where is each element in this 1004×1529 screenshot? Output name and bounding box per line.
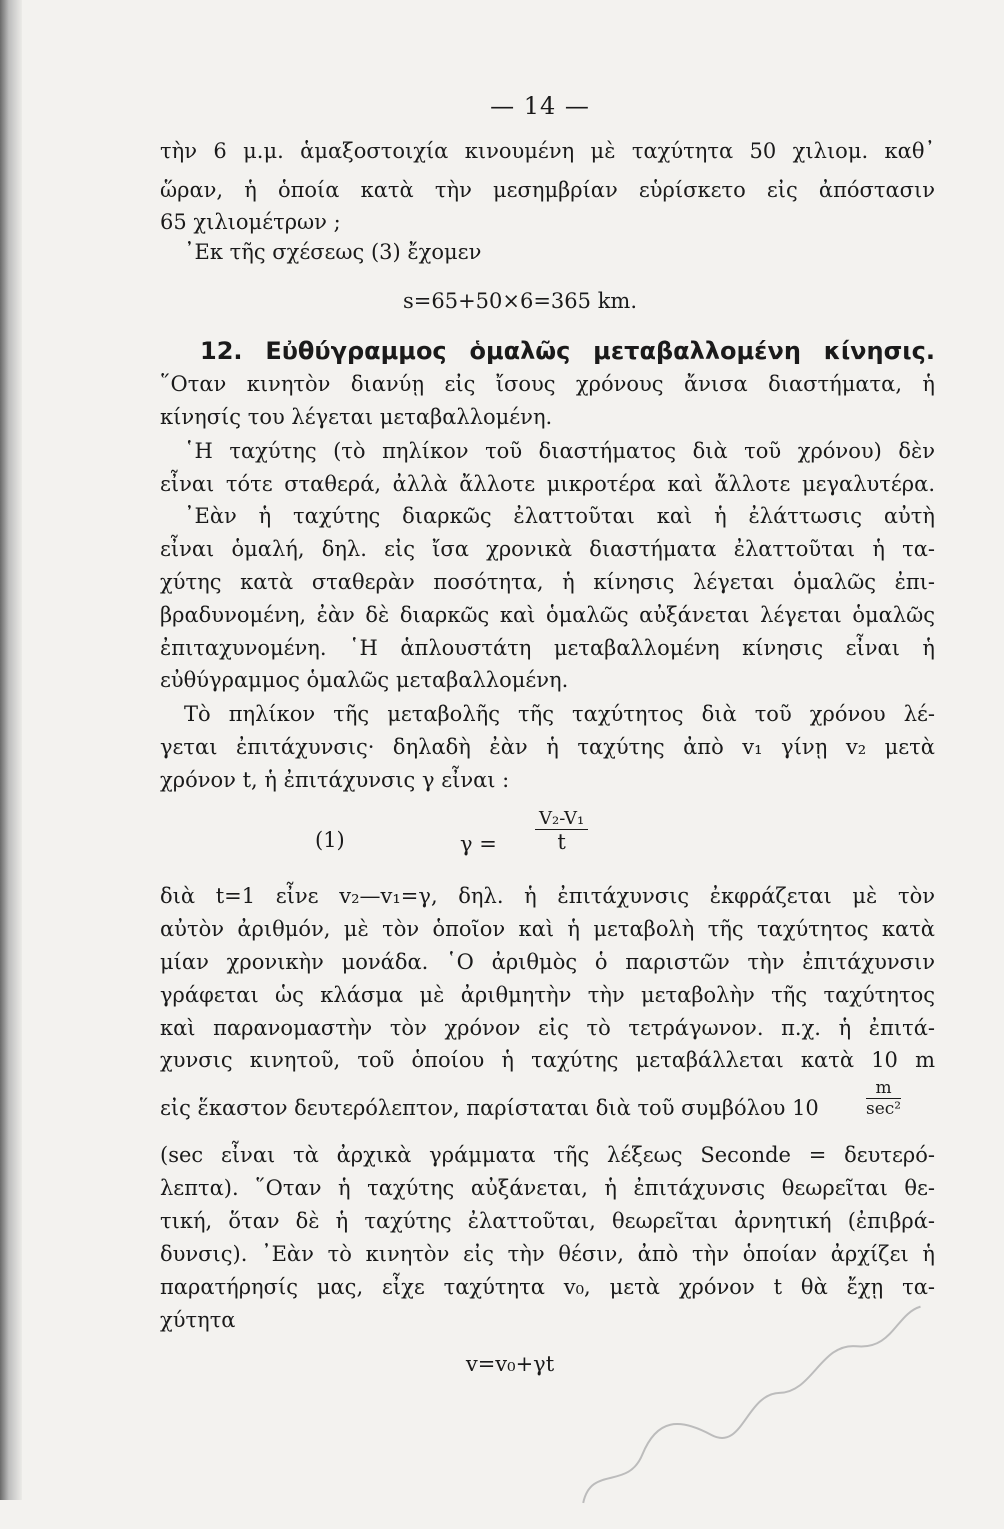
- acceleration-fraction: [535, 808, 588, 854]
- text-line: ῞Οταν κινητὸν διανύῃ εἰς ἴσους χρόνους ἄνισα διαστήματα, ἡ: [160, 372, 935, 396]
- text-line: λεπτα). ῞Οταν ἡ ταχύτης αὐξάνεται, ἡ ἐπιτάχυνσις θεωρεῖται θε-: [160, 1176, 935, 1200]
- text-line: διὰ t=1 εἶνε v₂—v₁=γ, δηλ. ἡ ἐπιτάχυνσις ἐκφράζεται μὲ τὸν: [160, 884, 935, 908]
- text-line: ῾Η ταχύτης (τὸ πηλίκον τοῦ διαστήματος διὰ τοῦ χρόνου) δὲν: [184, 439, 935, 463]
- text-line: τική, ὅταν δὲ ἡ ταχύτης ἐλαττοῦται, θεωρεῖται ἀρνητική (ἐπιβρά-: [160, 1209, 935, 1233]
- text-line: παρατήρησίς μας, εἶχε ταχύτητα v₀, μετὰ χρόνον t θὰ ἔχῃ τα-: [160, 1275, 935, 1299]
- text-line: Τὸ πηλίκον τῆς μεταβολῆς τῆς ταχύτητος διὰ τοῦ χρόνου λέ-: [184, 702, 935, 726]
- unit-fraction: [866, 1078, 901, 1119]
- text-line: μίαν χρονικὴν μονάδα. ῾Ο ἀριθμὸς ὁ παριστῶν τὴν ἐπιτάχυνσιν: [160, 950, 935, 974]
- text-line: κίνησίς του λέγεται μεταβαλλομένη.: [160, 405, 553, 429]
- text-line: εἶναι τότε σταθερά, ἀλλὰ ἄλλοτε μικροτέρα καὶ ἄλλοτε μεγαλυτέρα.: [160, 472, 935, 496]
- text-line: εὐθύγραμμος ὁμαλῶς μεταβαλλομένη.: [160, 668, 569, 692]
- text-line: χύτητα: [160, 1308, 236, 1332]
- fraction-denominator: sec²: [866, 1099, 902, 1119]
- text-line: εἰς ἕκαστον δευτερόλεπτον, παρίσταται διὰ τοῦ συμβόλου 10: [160, 1096, 819, 1120]
- equation-velocity: v=v₀+γt: [465, 1352, 555, 1376]
- page-number: — 14 —: [490, 92, 590, 120]
- text-line: γράφεται ὡς κλάσμα μὲ ἀριθμητὴν τὴν μεταβολὴν τῆς ταχύτητος: [160, 983, 935, 1007]
- text-line: χυνσις κινητοῦ, τοῦ ὁποίου ἡ ταχύτης μεταβάλλεται κατὰ 10 m: [160, 1048, 935, 1072]
- text-line: 65 χιλιομέτρων ;: [160, 210, 341, 234]
- text-line: (sec εἶναι τὰ ἀρχικὰ γράμματα τῆς λέξεως Seconde = δευτερό-: [160, 1143, 935, 1167]
- text-line: ὥραν, ἡ ὁποία κατὰ τὴν μεσημβρίαν εὑρίσκετο εἰς ἀπόστασιν: [160, 178, 935, 202]
- fraction-numerator: V₂-V₁: [535, 808, 588, 830]
- text-line: χύτης κατὰ σταθερὰν ποσότητα, ἡ κίνησις λέγεται ὁμαλῶς ἐπι-: [160, 570, 935, 594]
- text-line: ἐπιταχυνομένη. ῾Η ἁπλουστάτη μεταβαλλομένη κίνησις εἶναι ἡ: [160, 636, 935, 660]
- text-line: ᾿Εκ τῆς σχέσεως (3) ἔχομεν: [184, 240, 482, 264]
- text-line: ᾿Εὰν ἡ ταχύτης διαρκῶς ἐλαττοῦται καὶ ἡ ἐλάττωσις αὐτὴ: [184, 504, 935, 528]
- section-heading: 12. Εὐθύγραμμος ὁμαλῶς μεταβαλλομένη κίνησις.: [200, 337, 935, 365]
- text-line: δυνσις). ᾿Εὰν τὸ κινητὸν εἰς τὴν θέσιν, ἀπὸ τὴν ὁποίαν ἀρχίζει ἡ: [160, 1242, 935, 1266]
- text-line: βραδυνομένη, ἐὰν δὲ διαρκῶς καὶ ὁμαλῶς αὐξάνεται λέγεται ὁμαλῶς: [160, 603, 935, 627]
- text-line: γεται ἐπιτάχυνσις· δηλαδὴ ἐὰν ἡ ταχύτης ἀπὸ v₁ γίνῃ v₂ μετὰ: [160, 735, 935, 759]
- text-line: τὴν 6 μ.μ. ἁμαξοστοιχία κινουμένη μὲ ταχύτητα 50 χιλιομ. καθ᾽: [160, 139, 935, 163]
- equation-label: (1): [315, 828, 345, 852]
- equation-lhs: γ =: [460, 832, 497, 856]
- fraction-denominator: t: [557, 830, 566, 854]
- text-line: αὐτὸν ἀριθμόν, μὲ τὸν ὁποῖον καὶ ἡ μεταβολὴ τῆς ταχύτητος κατὰ: [160, 917, 935, 941]
- equation-distance: s=65+50×6=365 km.: [402, 289, 638, 313]
- text-line: καὶ παρανομαστὴν τὸν χρόνον εἰς τὸ τετράγωνον. π.χ. ἡ ἐπιτά-: [160, 1016, 935, 1040]
- page-edge-shadow: [0, 0, 22, 1500]
- text-line: εἶναι ὁμαλή, δηλ. εἰς ἴσα χρονικὰ διαστήματα ἐλαττοῦται ἡ τα-: [160, 537, 935, 561]
- text-line: χρόνον t, ἡ ἐπιτάχυνσις γ εἶναι :: [160, 768, 510, 792]
- fraction-numerator: m: [866, 1078, 901, 1099]
